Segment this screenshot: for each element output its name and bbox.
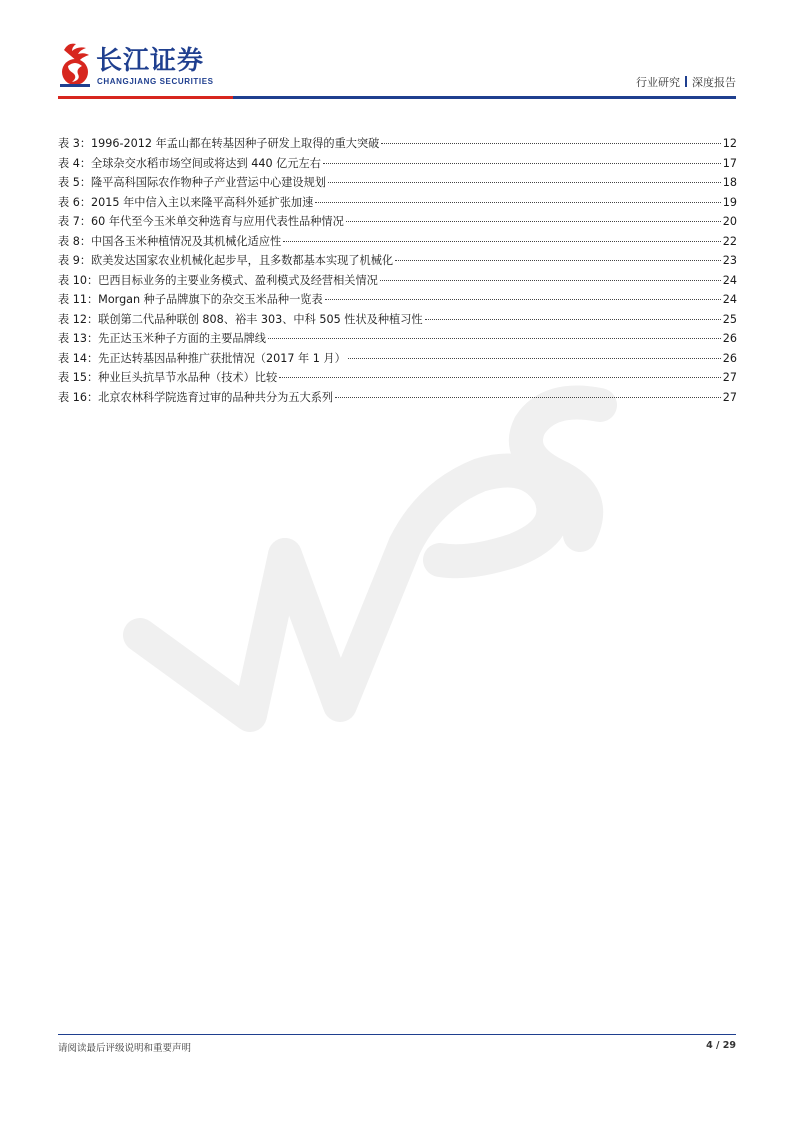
toc-entry-label: 表 12：联创第二代品种联创 808、裕丰 303、中科 505 性状及种植习性 — [58, 312, 423, 326]
toc-leader-dots — [395, 259, 721, 261]
toc-entry[interactable] — [58, 251, 737, 271]
toc-leader-dots — [268, 337, 721, 339]
toc-entry-page: 20 — [722, 215, 737, 228]
report-category — [636, 74, 736, 90]
toc-leader-dots — [335, 396, 721, 398]
toc-entry[interactable] — [58, 349, 737, 369]
toc-entry[interactable] — [58, 329, 737, 349]
toc-entry[interactable] — [58, 290, 737, 310]
toc-entry-label: 表 13：先正达玉米种子方面的主要品牌线 — [58, 332, 266, 345]
toc-entry-label: 表 9：欧美发达国家农业机械化起步早，且多数都基本实现了机械化 — [58, 254, 394, 267]
toc-leader-dots — [328, 181, 721, 183]
toc-entry[interactable] — [58, 212, 737, 232]
toc-entry[interactable] — [58, 193, 737, 213]
toc-entry[interactable] — [58, 232, 737, 252]
toc-leader-dots — [425, 318, 721, 320]
toc-entry-page: 12 — [722, 137, 737, 150]
toc-entry-page: 24 — [722, 273, 737, 287]
toc-entry-page: 17 — [722, 156, 737, 170]
changjiang-logo-icon — [58, 40, 94, 88]
toc-entry[interactable] — [58, 154, 737, 174]
toc-entry-page: 26 — [722, 351, 737, 365]
toc-entry-page: 27 — [722, 371, 737, 384]
page-indicator: 4 / 29 — [706, 1040, 736, 1051]
toc-entry-label: 表 16：北京农林科学院选育过审的品种共分为五大系列 — [58, 390, 334, 404]
toc-entry-label: 表 11：Morgan 种子品牌旗下的杂交玉米品种一览表 — [58, 293, 323, 306]
toc-leader-dots — [283, 240, 721, 242]
toc-entry[interactable] — [58, 173, 737, 193]
toc-leader-dots — [380, 279, 721, 281]
toc-entry-label: 表 5：隆平高科国际农作物种子产业营运中心建设规划 — [58, 176, 326, 189]
toc-entry-label: 表 3：1996-2012 年孟山都在转基因种子研发上取得的重大突破 — [58, 137, 380, 150]
toc-entry-page: 19 — [722, 195, 737, 209]
toc-leader-dots — [346, 220, 721, 222]
toc-entry-label: 表 14：先正达转基因品种推广获批情况（2017 年 1 月） — [58, 351, 346, 365]
table-of-contents-list — [58, 134, 737, 407]
toc-entry-label: 表 15：种业巨头抗旱节水品种（技术）比较 — [58, 371, 278, 384]
toc-entry[interactable] — [58, 310, 737, 330]
toc-entry-label: 表 8：中国各玉米种植情况及其机械化适应性 — [58, 234, 282, 248]
toc-entry-page: 25 — [722, 312, 737, 326]
toc-leader-dots — [279, 376, 721, 378]
toc-entry-label: 表 4：全球杂交水稻市场空间或将达到 440 亿元左右 — [58, 156, 321, 170]
wps-watermark-icon — [110, 385, 630, 765]
toc-entry-page: 26 — [722, 332, 737, 345]
toc-entry[interactable] — [58, 388, 737, 408]
toc-entry-label: 表 6：2015 年中信入主以来隆平高科外延扩张加速 — [58, 195, 314, 209]
footer-disclaimer: 请阅读最后评级说明和重要声明 — [58, 1043, 192, 1054]
toc-entry-page: 22 — [722, 234, 737, 248]
company-logo — [58, 40, 258, 92]
header-separator — [685, 76, 687, 87]
header-rule-blue — [233, 96, 736, 99]
toc-leader-dots — [348, 357, 721, 359]
toc-entry[interactable] — [58, 134, 737, 154]
toc-entry-label: 表 7：60 年代至今玉米单交种选育与应用代表性品种情况 — [58, 215, 344, 228]
toc-leader-dots — [381, 142, 720, 144]
toc-entry-label: 表 10：巴西目标业务的主要业务模式、盈利模式及经营相关情况 — [58, 273, 378, 287]
page-header — [58, 40, 736, 98]
toc-entry-page: 27 — [722, 390, 737, 404]
doc-type-label: 深度报告 — [692, 76, 736, 89]
toc-entry[interactable] — [58, 271, 737, 291]
toc-entry-page: 23 — [722, 254, 737, 267]
toc-leader-dots — [325, 298, 721, 300]
toc-entry-page: 24 — [722, 293, 737, 306]
footer-rule — [58, 1034, 736, 1035]
header-rule-red — [58, 96, 233, 99]
toc-entry-page: 18 — [722, 176, 737, 189]
toc-leader-dots — [323, 162, 721, 164]
toc-entry[interactable] — [58, 368, 737, 388]
logo-chinese-name: 长江证券 — [96, 46, 205, 76]
section-label: 行业研究 — [636, 76, 680, 89]
toc-leader-dots — [315, 201, 720, 203]
logo-english-name: CHANGJIANG SECURITIES — [97, 77, 214, 86]
